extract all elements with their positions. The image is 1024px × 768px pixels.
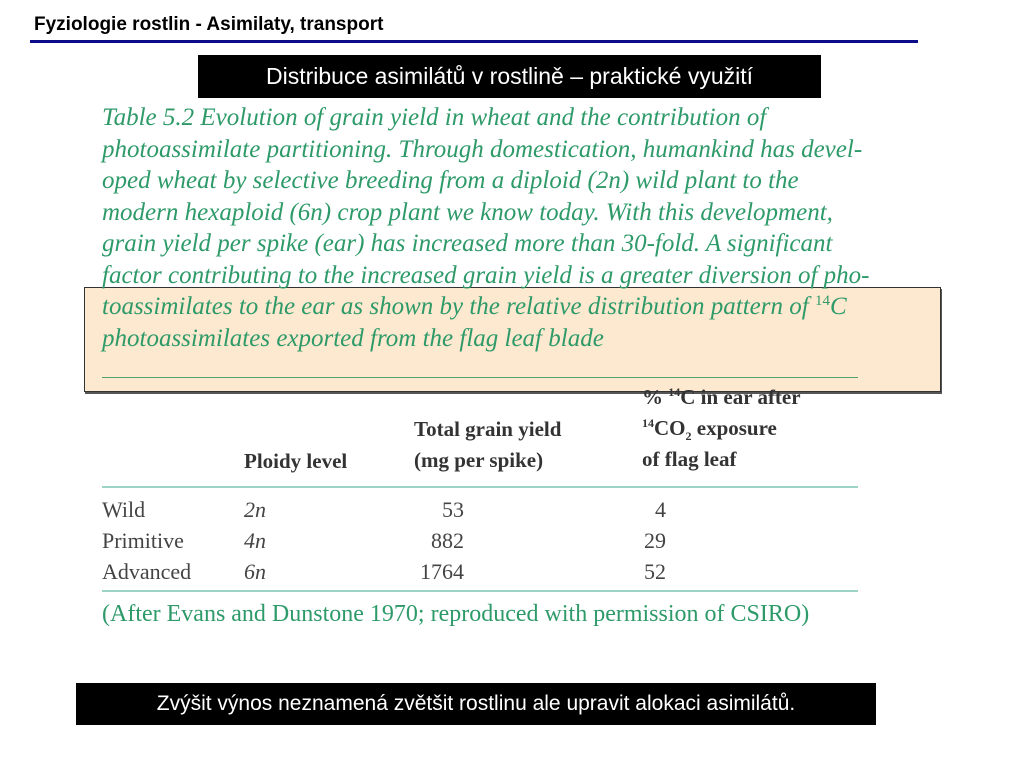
caption-line: grain yield per spike (ear) has increased more than 30-fold. A significant xyxy=(102,230,833,257)
caption-line: toassimilates to the ear as shown by the relative distribution pattern of $^{14}$C xyxy=(102,293,847,320)
caption-rule xyxy=(102,377,858,378)
cell-percent: 52 xyxy=(644,559,666,584)
cell-type: Wild xyxy=(102,497,146,522)
header-total-grain-yield: Total grain yield (mg per spike) xyxy=(414,417,562,472)
header-ploidy-level: Ploidy level xyxy=(244,449,348,473)
caption-line: modern hexaploid (6n) crop plant we know today. With this development, xyxy=(102,198,833,226)
cell-yield: 1764 xyxy=(420,559,464,584)
header-rule xyxy=(102,486,858,488)
header-divider xyxy=(30,40,918,43)
caption-line: Table 5.2 Evolution of grain yield in wheat and the contribution of xyxy=(102,104,767,131)
table-bottom-rule xyxy=(102,590,858,592)
cell-ploidy: 4n xyxy=(244,528,266,553)
cell-yield: 53 xyxy=(442,497,464,522)
header-title: Fyziologie rostlin - Asimilaty, transport xyxy=(34,14,384,35)
table-caption xyxy=(102,102,872,354)
cell-type: Advanced xyxy=(102,559,192,584)
cell-yield: 882 xyxy=(431,528,464,553)
source-citation: (After Evans and Dunstone 1970; reproduced with permission of CSIRO) xyxy=(102,601,810,627)
caption-line: photoassimilates exported from the flag leaf blade xyxy=(102,324,604,352)
cell-percent: 29 xyxy=(644,528,666,553)
cell-ploidy: 6n xyxy=(244,559,266,584)
slide-title: Distribuce asimilátů v rostlině – praktické využití xyxy=(198,55,821,98)
header-percent-14c: % $^{14}$C in ear after $^{14}CO_2$ exposure of flag leaf xyxy=(642,385,801,471)
caption-line: photoassimilate partitioning. Through domestication, humankind has devel- xyxy=(102,135,863,163)
cell-type: Primitive xyxy=(102,528,184,553)
caption-line: factor contributing to the increased grain yield is a greater diversion of pho- xyxy=(102,261,870,289)
caption-line: oped wheat by selective breeding from a diploid (2n) wild plant to the xyxy=(102,167,799,194)
cell-ploidy: 2n xyxy=(244,497,266,522)
cell-percent: 4 xyxy=(655,497,666,522)
footer-note: Zvýšit výnos neznamená zvětšit rostlinu ale upravit alokaci asimilátů. xyxy=(76,683,876,725)
